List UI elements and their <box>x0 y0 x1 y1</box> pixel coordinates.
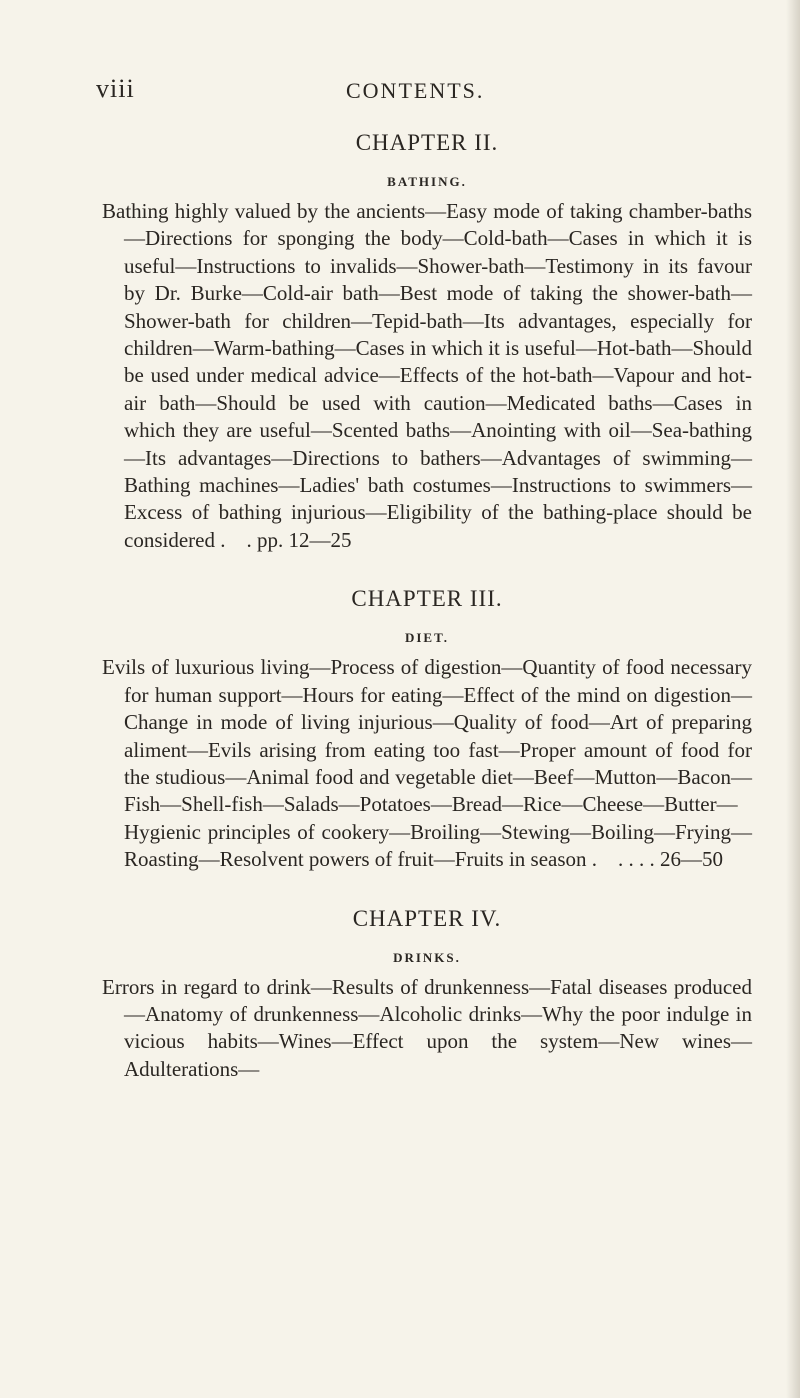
page-edge-shadow <box>786 0 800 1398</box>
running-head <box>96 74 756 108</box>
chapter-entry-2 <box>102 128 752 554</box>
chapter-entry-4 <box>102 904 752 1084</box>
chapter-subject: BATHING. <box>387 174 467 189</box>
page-number: viii <box>96 74 135 103</box>
section-gap <box>102 554 752 584</box>
chapter-summary-text: Bathing highly valued by the ancients—Easy mode of taking chamber-baths—Directions for sponging the body—Cold-bath—Cases in which it is useful—Instructions to invalids—Shower-bath—Testimony in its favour by Dr. Burke—Cold-air bath—Best mode of taking the shower-bath—Shower-bath for children—Tepid-bath—Its advantages, especially for children—Warm-bathing—Cases in which it is useful—Hot-bath—Should be used under medical advice—Effects of the hot-bath—Vapour and hot-air bath—Should be used with caution—Medicated baths—Cases in which they are useful—Scented baths—Anointing with oil—Sea-bathing—Its advantages—Directions to bathers—Advantages of swimming—Bathing machines—Ladies' bath costumes—Instructions to swimmers—Excess of bathing injurious—Eligibility of the bathing-place should be considered . <box>102 199 752 552</box>
contents-listing <box>102 128 752 1083</box>
chapter-heading: CHAPTER IV. <box>352 905 502 931</box>
chapter-subject: DRINKS. <box>393 949 461 965</box>
chapter-summary-text: Evils of luxurious living—Process of digestion—Quantity of food necessary for human support—Hours for eating—Effect of the mind on digestion—Change in mode of living injurious—Quality of food—Art of preparing aliment—Evils arising from eating too fast—Proper amount of food for the studious—Animal food and vegetable diet—Beef—Mutton—Bacon—Fish—Shell-fish—Salads—Potatoes—Bread—Rice—Cheese—Butter—Hygienic principles of cookery—Broiling—Stewing—Boiling—Frying—Roasting—Resolvent powers of fruit—Fruits in season . <box>102 655 752 872</box>
chapter-summary <box>102 654 752 873</box>
section-gap <box>102 874 752 904</box>
chapter-subject: DIET. <box>404 630 450 646</box>
chapter-summary <box>102 974 752 1084</box>
chapter-heading: CHAPTER II. <box>355 130 499 155</box>
chapter-heading: CHAPTER III. <box>351 586 503 612</box>
chapter-page-range: . pp. 12—25 <box>246 527 352 552</box>
chapter-entry-3 <box>102 584 752 873</box>
chapter-page-range: . . . . 26—50 <box>618 847 724 872</box>
running-title: CONTENTS. <box>346 78 485 103</box>
chapter-summary <box>102 198 752 554</box>
chapter-summary-text: Errors in regard to drink—Results of drunkenness—Fatal diseases produced—Anatomy of drunkenness—Alcoholic drinks—Why the poor indulge in vicious habits—Wines—Effect upon the system—New wines—Adulterations— <box>102 974 752 1081</box>
